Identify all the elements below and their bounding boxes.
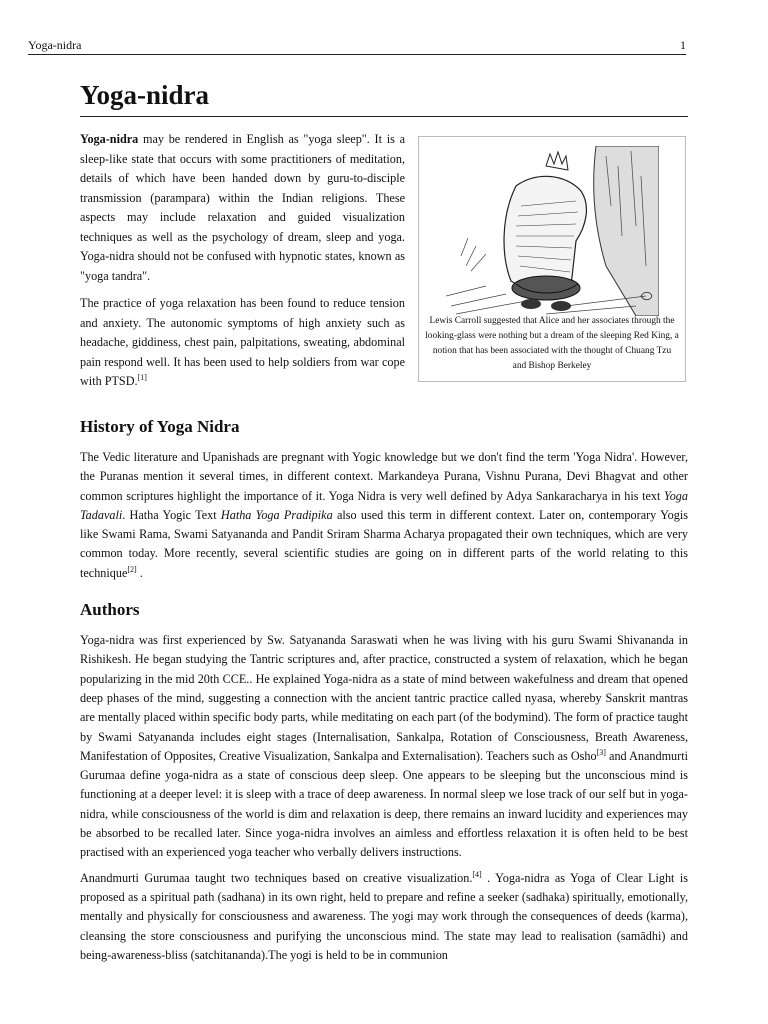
- section-heading-history: History of Yoga Nidra: [80, 417, 240, 436]
- running-header: [28, 38, 686, 55]
- citation-link[interactable]: [1]: [137, 372, 147, 382]
- authors-paragraph-2: Anandmurti Gurumaa taught two techniques based on creative visualization.[4] . Yoga-nidra as Yoga of Clear Light is proposed as a spiritual path (sadhana) in its own right, held to prepare and refine a seeker (sadhaka) spiritually, emotionally, mentally and physically for consciousness and awareness. The yogi may work through the consequences of deeds (karma), cleansing the store consciousness and purifying the unconscious mind. The state may lead to realisation (samādhi) and being-awareness-bliss (satchitananda).The yogi is held to be in communion: [80, 869, 688, 962]
- figure-box: [418, 136, 686, 382]
- running-header-title: Yoga-nidra: [28, 38, 82, 52]
- red-king-sleeping-illustration: [446, 146, 659, 316]
- citation-link[interactable]: [4]: [472, 869, 482, 879]
- authors-paragraph-1: Yoga-nidra was first experienced by Sw. Satyananda Saraswati when he was living with his guru Swami Shivananda in Rishikesh. He began studying the Tantric scriptures and, after practice, constructed a system of relaxation, which he began popularizing in the mid 20th CCE.. He explained Yoga-nidra as a state of mind between wakefulness and dream that opened deep phases of the mind, suggesting a connection with the ancient tantric practice called nyasa, whereby Sanskrit mantras are mentally placed within specific body parts, while meditating on each part (of the bodymind). The form of practice taught by Swami Satyananda includes eight stages (Internalisation, Sankalpa, Rotation of Consciousness, Breath Awareness, Manifestation of Opposites, Creative Visualization, Sankalpa and Externalisation). Teachers such as Osho[3] and Anandmurti Gurumaa define yoga-nidra as a state of conscious deep sleep. One appears to be sleeping but the unconscious mind is functioning at a deeper level: it is sleep with a trace of deep awareness. In normal sleep we lose track of our self but in yoga-nidra, while consciousness of the world is dim and relaxation is deep, there remains an inward lucidity and experiences may be absorbed to be recalled later. Since yoga-nidra involves an aimless and effortless relaxation it is often held to be best practised with an experienced yoga teacher who verbally delivers instructions.: [80, 633, 688, 860]
- intro-section: [80, 130, 405, 400]
- history-paragraph: The Vedic literature and Upanishads are pregnant with Yogic knowledge but we don't find the term 'Yoga Nidra'. However, the Puranas mention it several times, in different context. Markandeya Purana, Vishnu Purana, Devi Bhagvat and other common scriptures highlight the importance of it. Yoga Nidra is very well defined by Adya Sankaracharya in his text Yoga Tadavali. Hatha Yogic Text Hatha Yoga Pradipika also used this term in different context. Later on, contemporary Yogis like Swami Rama, Swami Satyananda and Pandit Sriram Sharma Acharya propagated their own techniques, which are very common today. More recently, several scientific studies are going on in different parts of the world relating to this technique[2] .: [80, 450, 689, 580]
- citation-link[interactable]: [3]: [596, 747, 606, 757]
- section-heading-authors: Authors: [80, 600, 140, 620]
- page-number: 1: [680, 38, 686, 52]
- intro-paragraph-1: Yoga-nidra may be rendered in English as "yoga sleep". It is a sleep-like state that occurs with some practitioners of meditation, details of which have been handed down by guru-to-disciple transmission (parampara) within the Indian religions. These aspects may include relaxation and guided visualization techniques as well as the psychology of dream, sleep and yoga. Yoga-nidra should not be confused with hypnotic states, known as "yoga tandra".: [80, 132, 405, 283]
- main-content: [80, 408, 688, 971]
- intro-paragraph-2: The practice of yoga relaxation has been found to reduce tension and anxiety. The autonomic symptoms of high anxiety such as headache, giddiness, chest pain, palpitations, sweating, abdominal pain respond well. It has been used to help soldiers from war cope with PTSD.[1]: [80, 296, 405, 388]
- citation-link[interactable]: [2]: [127, 564, 137, 574]
- page-title: Yoga-nidra: [80, 78, 688, 117]
- intro-term: Yoga-nidra: [80, 132, 139, 146]
- figure-caption: Lewis Carroll suggested that Alice and her associates through the looking-glass were nothing but a dream of the sleeping Red King, a notion that has been associated with the thought of Chuang Tzu and Bishop Berkeley: [425, 316, 679, 371]
